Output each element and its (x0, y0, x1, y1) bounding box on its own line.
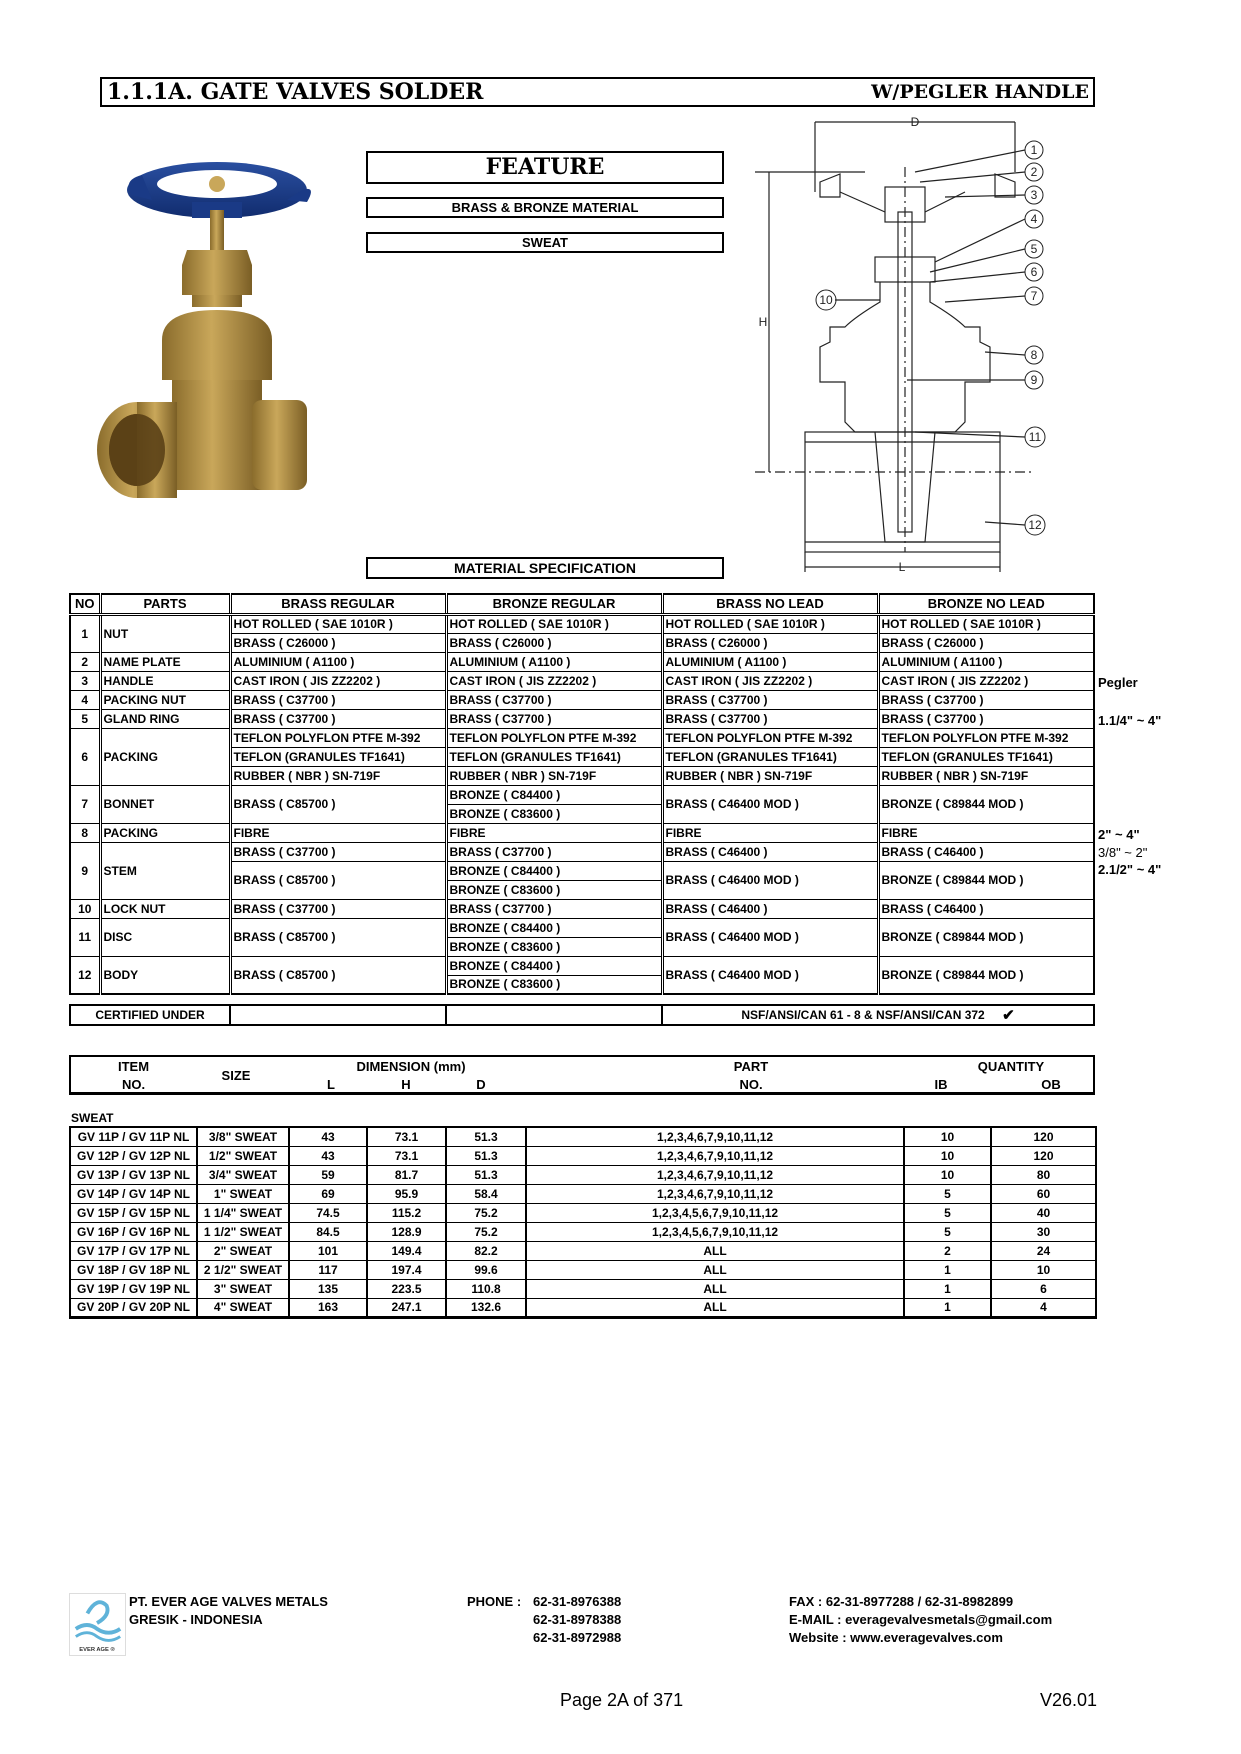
col-header-bronze-regular: BRONZE REGULAR (446, 594, 662, 614)
svg-text:1: 1 (1030, 143, 1038, 157)
cell-parts: 1,2,3,4,6,7,9,10,11,12 (526, 1146, 904, 1165)
cell-item: GV 20P / GV 20P NL (70, 1298, 197, 1317)
note-size-range: 2" ~ 4" (1098, 827, 1140, 842)
table-row: 7 BONNET BRASS ( C85700 ) BRONZE ( C84400 ) BRASS ( C46400 MOD ) BRONZE ( C89844 MOD ) (70, 785, 1094, 804)
cell-parts: 1,2,3,4,6,7,9,10,11,12 (526, 1184, 904, 1203)
cell-ob: 30 (991, 1222, 1096, 1241)
cell-parts: 1,2,3,4,6,7,9,10,11,12 (526, 1165, 904, 1184)
cell-size: 1" SWEAT (197, 1184, 289, 1203)
dimension-table-header: ITEM NO. SIZE DIMENSION (mm) L H D PART NO. QUANTITY IB OB (69, 1055, 1095, 1095)
cell-ib: 1 (904, 1279, 991, 1298)
cell-h: 247.1 (367, 1298, 446, 1317)
cell-item: GV 13P / GV 13P NL (70, 1165, 197, 1184)
cell-parts: ALL (526, 1298, 904, 1317)
cell-h: 115.2 (367, 1203, 446, 1222)
cell-parts: 1,2,3,4,6,7,9,10,11,12 (526, 1127, 904, 1146)
company-logo (69, 1593, 126, 1656)
cell-l: 117 (289, 1260, 367, 1279)
phone-list (533, 1593, 621, 1647)
col-header-bronze-no-lead: BRONZE NO LEAD (878, 594, 1094, 614)
cell-size: 2" SWEAT (197, 1241, 289, 1260)
version: V26.01 (1040, 1690, 1098, 1710)
table-row: BRONZE ( C83600 ) (70, 804, 1094, 823)
table-row: 11 DISC BRASS ( C85700 ) BRONZE ( C84400 ) BRASS ( C46400 MOD ) BRONZE ( C89844 MOD ) (70, 918, 1094, 937)
cert-bronze-regular (446, 1005, 662, 1025)
email: E-MAIL : everagevalvesmetals@gmail.com (789, 1612, 1053, 1627)
feature-item-material: BRASS & BRONZE MATERIAL (366, 197, 724, 218)
cell-l: 101 (289, 1241, 367, 1260)
cell-size: 1 1/2" SWEAT (197, 1222, 289, 1241)
cell-ob: 6 (991, 1279, 1096, 1298)
cell-l: 135 (289, 1279, 367, 1298)
table-row: 10 LOCK NUT BRASS ( C37700 ) BRASS ( C37700 ) BRASS ( C46400 ) BRASS ( C46400 ) (70, 899, 1094, 918)
cell-h: 149.4 (367, 1241, 446, 1260)
cell-l: 84.5 (289, 1222, 367, 1241)
table-row (70, 1203, 1096, 1222)
cell-ib: 10 (904, 1127, 991, 1146)
svg-text:10: 10 (819, 293, 833, 307)
cell-item: GV 12P / GV 12P NL (70, 1146, 197, 1165)
cell-parts: 1,2,3,4,5,6,7,9,10,11,12 (526, 1203, 904, 1222)
cell-d: 58.4 (446, 1184, 526, 1203)
cell-d: 75.2 (446, 1222, 526, 1241)
page-number: Page 2A of 371 (560, 1690, 684, 1710)
cell-ib: 2 (904, 1241, 991, 1260)
table-row: RUBBER ( NBR ) SN-719F RUBBER ( NBR ) SN-719F RUBBER ( NBR ) SN-719F RUBBER ( NBR ) SN-719F (70, 766, 1094, 785)
cell-d: 99.6 (446, 1260, 526, 1279)
cell-d: 51.3 (446, 1127, 526, 1146)
phone-number: 62-31-8972988 (533, 1630, 622, 1645)
col-header-no: NO (70, 594, 100, 614)
cell-l: 43 (289, 1146, 367, 1165)
cell-d: 75.2 (446, 1203, 526, 1222)
page-subtitle: W/PEGLER HANDLE (871, 81, 1089, 103)
dimension-table (69, 1126, 1097, 1319)
technical-drawing (735, 112, 1095, 582)
feature-item-sweat: SWEAT (366, 232, 724, 253)
note-pegler: Pegler (1098, 675, 1138, 690)
cell-item: GV 14P / GV 14P NL (70, 1184, 197, 1203)
svg-text:2: 2 (1030, 165, 1038, 179)
page-title: 1.1.1A. GATE VALVES SOLDER (107, 79, 484, 105)
certified-under-label: CERTIFIED UNDER (70, 1005, 230, 1025)
table-row (70, 1146, 1096, 1165)
cell-h: 81.7 (367, 1165, 446, 1184)
cell-parts: ALL (526, 1241, 904, 1260)
cell-item: GV 19P / GV 19P NL (70, 1279, 197, 1298)
table-row: 4 PACKING NUT BRASS ( C37700 ) BRASS ( C37700 ) BRASS ( C37700 ) BRASS ( C37700 ) (70, 690, 1094, 709)
cell-ob: 120 (991, 1127, 1096, 1146)
cell-h: 197.4 (367, 1260, 446, 1279)
material-spec-table (69, 593, 1095, 995)
cell-ib: 5 (904, 1222, 991, 1241)
table-row: BRASS ( C26000 ) BRASS ( C26000 ) BRASS ( C26000 ) BRASS ( C26000 ) (70, 633, 1094, 652)
cell-l: 69 (289, 1184, 367, 1203)
cell-d: 51.3 (446, 1165, 526, 1184)
page-title-bar (100, 77, 1095, 107)
cell-parts: 1,2,3,4,5,6,7,9,10,11,12 (526, 1222, 904, 1241)
cell-ib: 1 (904, 1298, 991, 1317)
svg-text:D: D (910, 115, 920, 129)
note-size-range: 2.1/2" ~ 4" (1098, 862, 1162, 877)
cell-size: 1/2" SWEAT (197, 1146, 289, 1165)
cell-ob: 120 (991, 1146, 1096, 1165)
svg-text:6: 6 (1030, 265, 1038, 279)
svg-text:3: 3 (1030, 188, 1038, 202)
svg-text:7: 7 (1030, 289, 1038, 303)
table-header-row (70, 594, 1094, 614)
cert-no-lead (662, 1005, 1094, 1025)
company-info (129, 1593, 328, 1629)
cell-l: 59 (289, 1165, 367, 1184)
table-row (70, 1241, 1096, 1260)
svg-text:8: 8 (1030, 348, 1038, 362)
cell-item: GV 17P / GV 17P NL (70, 1241, 197, 1260)
cell-size: 3/4" SWEAT (197, 1165, 289, 1184)
website: Website : www.everagevalves.com (789, 1630, 1003, 1645)
phone-number: 62-31-8976388 (533, 1594, 622, 1609)
table-row: 2 NAME PLATE ALUMINIUM ( A1100 ) ALUMINIUM ( A1100 ) ALUMINIUM ( A1100 ) ALUMINIUM ( A1100 ) (70, 652, 1094, 671)
product-photo (92, 140, 342, 540)
cell-ob: 24 (991, 1241, 1096, 1260)
table-row (70, 1279, 1096, 1298)
note-size-range: 1.1/4" ~ 4" (1098, 713, 1162, 728)
table-row: 8 PACKING FIBRE FIBRE FIBRE FIBRE (70, 823, 1094, 842)
svg-text:5: 5 (1030, 242, 1038, 256)
table-row (70, 1165, 1096, 1184)
table-row (70, 1184, 1096, 1203)
cell-ob: 60 (991, 1184, 1096, 1203)
cell-size: 1 1/4" SWEAT (197, 1203, 289, 1222)
col-header-brass-regular: BRASS REGULAR (230, 594, 446, 614)
cell-item: GV 11P / GV 11P NL (70, 1127, 197, 1146)
cell-ob: 40 (991, 1203, 1096, 1222)
table-row (70, 1260, 1096, 1279)
table-row: 1 NUT HOT ROLLED ( SAE 1010R ) HOT ROLLED ( SAE 1010R ) HOT ROLLED ( SAE 1010R ) HOT ROLLED ( SAE 1010R ) (70, 614, 1094, 633)
table-row (70, 1222, 1096, 1241)
table-row: 9 STEM BRASS ( C37700 ) BRASS ( C37700 ) BRASS ( C46400 ) BRASS ( C46400 ) (70, 842, 1094, 861)
cell-h: 128.9 (367, 1222, 446, 1241)
company-location: GRESIK - INDONESIA (129, 1612, 263, 1627)
cell-d: 110.8 (446, 1279, 526, 1298)
cell-l: 163 (289, 1298, 367, 1317)
cell-l: 43 (289, 1127, 367, 1146)
company-name: PT. EVER AGE VALVES METALS (129, 1594, 328, 1609)
table-row (70, 1127, 1096, 1146)
cell-d: 51.3 (446, 1146, 526, 1165)
table-row: BRONZE ( C83600 ) (70, 937, 1094, 956)
feature-heading: FEATURE (366, 151, 724, 184)
table-row: 3 HANDLE CAST IRON ( JIS ZZ2202 ) CAST IRON ( JIS ZZ2202 ) CAST IRON ( JIS ZZ2202 ) CAST IRON ( JIS ZZ2202 ) (70, 671, 1094, 690)
cell-ib: 10 (904, 1165, 991, 1184)
cell-h: 73.1 (367, 1127, 446, 1146)
cell-ib: 1 (904, 1260, 991, 1279)
cell-size: 4" SWEAT (197, 1298, 289, 1317)
svg-text:L: L (898, 560, 906, 574)
table-row: BRONZE ( C83600 ) (70, 975, 1094, 994)
cell-l: 74.5 (289, 1203, 367, 1222)
contact-info (789, 1593, 1052, 1647)
col-header-brass-no-lead: BRASS NO LEAD (662, 594, 878, 614)
svg-text:H: H (758, 315, 768, 329)
table-row: TEFLON (GRANULES TF1641) TEFLON (GRANULES TF1641) TEFLON (GRANULES TF1641) TEFLON (GRANULES TF1641) (70, 747, 1094, 766)
note-size-range: 3/8" ~ 2" (1098, 845, 1148, 860)
svg-text:11: 11 (1028, 430, 1042, 444)
svg-text:9: 9 (1030, 373, 1038, 387)
cell-h: 223.5 (367, 1279, 446, 1298)
cell-parts: ALL (526, 1279, 904, 1298)
cell-item: GV 15P / GV 15P NL (70, 1203, 197, 1222)
cell-ob: 4 (991, 1298, 1096, 1317)
table-row: 12 BODY BRASS ( C85700 ) BRONZE ( C84400 ) BRASS ( C46400 MOD ) BRONZE ( C89844 MOD ) (70, 956, 1094, 975)
cell-size: 2 1/2" SWEAT (197, 1260, 289, 1279)
table-row: 5 GLAND RING BRASS ( C37700 ) BRASS ( C37700 ) BRASS ( C37700 ) BRASS ( C37700 ) (70, 709, 1094, 728)
svg-text:12: 12 (1028, 518, 1042, 532)
cell-parts: ALL (526, 1260, 904, 1279)
cell-size: 3" SWEAT (197, 1279, 289, 1298)
svg-text:EVER AGE ®: EVER AGE ® (79, 1647, 115, 1654)
col-header-parts: PARTS (100, 594, 230, 614)
table-row: 6 PACKING TEFLON POLYFLON PTFE M-392 TEFLON POLYFLON PTFE M-392 TEFLON POLYFLON PTFE M-392 TEFLON POLYFLON PTFE M-392 (70, 728, 1094, 747)
cell-item: GV 16P / GV 16P NL (70, 1222, 197, 1241)
cert-brass-regular (230, 1005, 446, 1025)
cell-ib: 10 (904, 1146, 991, 1165)
cell-item: GV 18P / GV 18P NL (70, 1260, 197, 1279)
svg-text:4: 4 (1030, 212, 1038, 226)
cell-d: 132.6 (446, 1298, 526, 1317)
material-spec-heading: MATERIAL SPECIFICATION (366, 557, 724, 579)
phone-number: 62-31-8978388 (533, 1612, 622, 1627)
cell-d: 82.2 (446, 1241, 526, 1260)
cell-ob: 80 (991, 1165, 1096, 1184)
cell-ib: 5 (904, 1184, 991, 1203)
phone-label: PHONE : (467, 1594, 522, 1609)
cert-standard: NSF/ANSI/CAN 61 - 8 & NSF/ANSI/CAN 372 (741, 1008, 985, 1022)
cell-h: 95.9 (367, 1184, 446, 1203)
nsf-check-icon: ✔ (1002, 1007, 1015, 1024)
table-row (70, 1298, 1096, 1317)
footer (69, 1593, 1099, 1663)
fax: FAX : 62-31-8977288 / 62-31-8982899 (789, 1594, 1014, 1609)
cell-ib: 5 (904, 1203, 991, 1222)
group-label-sweat: SWEAT (71, 1111, 114, 1125)
table-row: BRASS ( C85700 ) BRONZE ( C84400 ) BRASS ( C46400 MOD ) BRONZE ( C89844 MOD ) (70, 861, 1094, 880)
cell-ob: 10 (991, 1260, 1096, 1279)
cell-size: 3/8" SWEAT (197, 1127, 289, 1146)
certification-table (69, 1004, 1095, 1026)
table-row: BRONZE ( C83600 ) (70, 880, 1094, 899)
cell-h: 73.1 (367, 1146, 446, 1165)
